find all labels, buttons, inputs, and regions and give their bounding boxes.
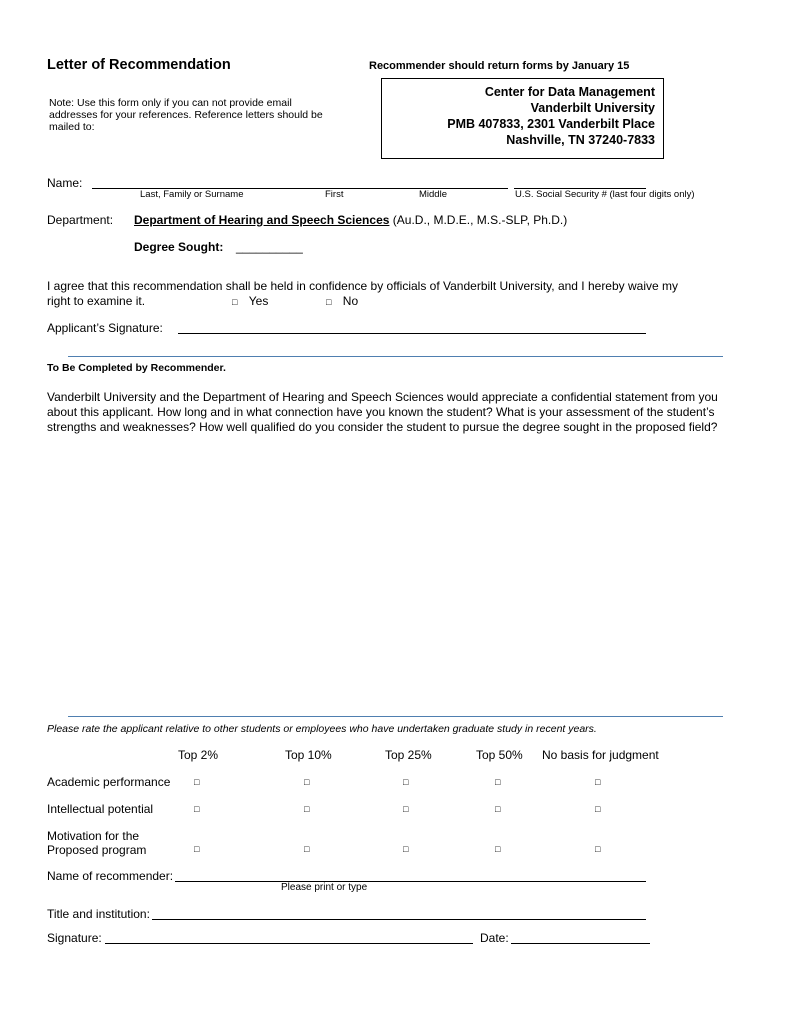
checkbox-icon[interactable]: □ (304, 777, 310, 787)
degree-sought-field[interactable]: __________ (236, 240, 303, 254)
department-label: Department: (47, 213, 114, 227)
department-line (134, 213, 567, 227)
name-sub-first: First (325, 189, 344, 200)
row-label-motivation-2: Proposed program (47, 843, 147, 857)
checkbox-icon[interactable]: □ (595, 844, 601, 854)
date-field[interactable] (511, 943, 650, 944)
waiver-no-label: No (342, 294, 359, 308)
checkbox-icon[interactable]: □ (495, 844, 501, 854)
address-line-3: PMB 407833, 2301 Vanderbilt Place (447, 117, 655, 131)
name-label: Name: (47, 176, 83, 190)
section-divider (68, 356, 723, 357)
recommender-name-hint: Please print or type (281, 882, 368, 893)
checkbox-icon[interactable]: □ (495, 804, 501, 814)
checkbox-icon[interactable]: □ (326, 297, 332, 307)
checkbox-icon[interactable]: □ (403, 844, 409, 854)
rating-instruction: Please rate the applicant relative to other students or employees who have undertaken graduate study in recent years. (47, 723, 597, 735)
waiver-line-2: right to examine it. (47, 294, 146, 308)
col-header-top50: Top 50% (476, 748, 523, 762)
col-header-top2: Top 2% (178, 748, 219, 762)
address-line-4: Nashville, TN 37240-7833 (506, 133, 655, 147)
date-label: Date: (480, 931, 509, 945)
recommender-heading: To Be Completed by Recommender. (47, 362, 226, 374)
mail-note: Note: Use this form only if you can not provide email addresses for your references. Reference letters should be mailed to: (49, 97, 323, 133)
waiver-yes-label: Yes (248, 294, 269, 308)
checkbox-icon[interactable]: □ (495, 777, 501, 787)
address-line-2: Vanderbilt University (530, 101, 655, 115)
row-label-intellectual: Intellectual potential (47, 802, 154, 816)
applicant-signature-field[interactable] (178, 333, 646, 334)
col-header-top10: Top 10% (285, 748, 332, 762)
page-title: Letter of Recommendation (47, 57, 231, 73)
recommender-name-field[interactable] (175, 881, 646, 882)
recommender-name-label: Name of recommender: (47, 869, 174, 883)
ssn-sub-label: U.S. Social Security # (last four digits only) (515, 189, 695, 200)
col-header-no-basis: No basis for judgment (542, 748, 659, 762)
checkbox-icon[interactable]: □ (403, 804, 409, 814)
checkbox-icon[interactable]: □ (304, 804, 310, 814)
title-institution-label: Title and institution: (47, 907, 150, 921)
return-deadline: Recommender should return forms by January 15 (369, 60, 630, 72)
checkbox-icon[interactable]: □ (595, 777, 601, 787)
section-divider (68, 716, 723, 717)
title-institution-field[interactable] (152, 919, 646, 920)
department-value: Department of Hearing and Speech Sciences (134, 213, 390, 227)
recommender-signature-field[interactable] (105, 943, 473, 944)
address-line-1: Center for Data Management (484, 85, 655, 99)
checkbox-icon[interactable]: □ (304, 844, 310, 854)
waiver-line-1: I agree that this recommendation shall be held in confidence by officials of Vanderbilt University, and I hereby waive my (47, 279, 679, 293)
col-header-top25: Top 25% (385, 748, 432, 762)
waiver-yes-option[interactable] (232, 294, 268, 308)
name-sub-last: Last, Family or Surname (140, 189, 244, 200)
checkbox-icon[interactable]: □ (194, 844, 200, 854)
row-label-academic: Academic performance (47, 775, 171, 789)
row-label-motivation: Motivation for the (47, 829, 140, 843)
applicant-signature-label: Applicant’s Signature: (47, 321, 163, 335)
degree-sought-label: Degree Sought: (134, 240, 224, 254)
recommender-signature-label: Signature: (47, 931, 102, 945)
checkbox-icon[interactable]: □ (403, 777, 409, 787)
checkbox-icon[interactable]: □ (194, 804, 200, 814)
checkbox-icon[interactable]: □ (232, 297, 238, 307)
checkbox-icon[interactable]: □ (194, 777, 200, 787)
waiver-no-option[interactable] (326, 294, 358, 308)
name-sub-middle: Middle (419, 189, 447, 200)
department-degrees: (Au.D., M.D.E., M.S.-SLP, Ph.D.) (392, 213, 568, 227)
recommender-paragraph: Vanderbilt University and the Department of Hearing and Speech Sciences would appreciate a confidential statement from you about this applicant. How long and in what connection have you known the student? What is your assessment of the student’s strengths and weaknesses? How well qualified do you consider the student to pursue the degree sought in the proposed field? (47, 390, 718, 434)
checkbox-icon[interactable]: □ (595, 804, 601, 814)
mailing-address-box (381, 78, 664, 159)
